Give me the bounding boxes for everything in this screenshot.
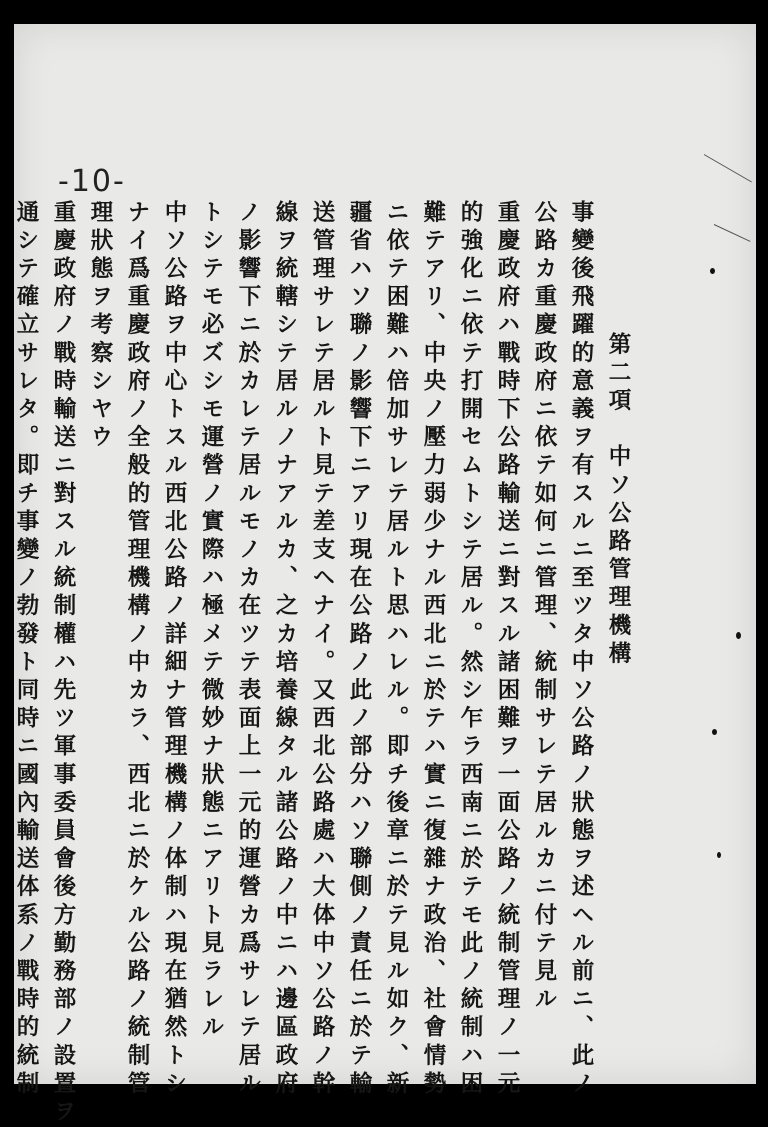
- text-column: 重慶政府ノ戰時輸送ニ對スル統制權ハ先ツ軍事委員會後方勤務部ノ設置ヲ: [50, 200, 76, 1127]
- text-column: 送管理サレテ居ルト見テ差支ヘナイ。又西北公路處ハ大体中ソ公路ノ幹: [309, 200, 335, 1100]
- text-column: ニ依テ困難ハ倍加サレテ居ルト思ハレル。即チ後章ニ於テ見ル如ク、新: [383, 200, 409, 1100]
- ink-spot: [717, 852, 721, 858]
- text-column: 難テアリ、中央ノ壓力弱少ナル西北ニ於テハ實ニ復雜ナ政治、社會情勢: [420, 200, 446, 1100]
- paper-scratch: [704, 154, 752, 182]
- ink-spot: [736, 632, 741, 639]
- ink-spot: [710, 268, 715, 274]
- text-column: 的強化ニ依テ打開セムトシテ居ル。然シ乍ラ西南ニ於テモ此ノ統制ハ困: [457, 200, 483, 1100]
- text-column: 公路カ重慶政府ニ依テ如何ニ管理、統制サレテ居ルカニ付テ見ル: [531, 200, 557, 1015]
- text-column: 事變後飛躍的意義ヲ有スルニ至ツタ中ソ公路ノ狀態ヲ述ヘル前ニ、此ノ: [568, 200, 594, 1100]
- text-column: 線ヲ統轄シテ居ルノナアルカ、之カ培養線タル諸公路ノ中ニハ邊區政府: [272, 200, 298, 1100]
- paper-scratch: [714, 224, 751, 242]
- text-column: 理狀態ヲ考察シヤウ: [87, 200, 113, 453]
- text-column: 疆省ハソ聯ノ影響下ニアリ現在公路ノ此ノ部分ハソ聯側ノ責任ニ於テ輸: [346, 200, 372, 1100]
- text-column: ノ影響下ニ於カレテ居ルモノカ在ツテ表面上一元的運營カ爲サレテ居ル: [235, 200, 261, 1100]
- section-heading: 第二項 中ソ公路管理機構: [605, 332, 631, 670]
- page-number: -10-: [58, 164, 126, 199]
- text-column: トシテモ必ズシモ運營ノ實際ハ極メテ微妙ナ狀態ニアリト見ラレル: [198, 200, 224, 1043]
- document-page: [13, 24, 756, 1127]
- text-column: 通シテ確立サレタ。即チ事變ノ勃發ト同時ニ國內輸送体系ノ戰時的統制: [13, 200, 39, 1100]
- text-column: 中ソ公路ヲ中心トスル西北公路ノ詳細ナ管理機構ノ体制ハ現在猶然トシ: [161, 200, 187, 1100]
- text-column: 重慶政府ハ戰時下公路輸送ニ對スル諸困難ヲ一面公路ノ統制管理ノ一元: [494, 200, 520, 1100]
- text-column: ナイ爲重慶政府ノ全般的管理機構ノ中カラ、西北ニ於ケル公路ノ統制管: [124, 200, 150, 1100]
- ink-spot: [712, 729, 717, 735]
